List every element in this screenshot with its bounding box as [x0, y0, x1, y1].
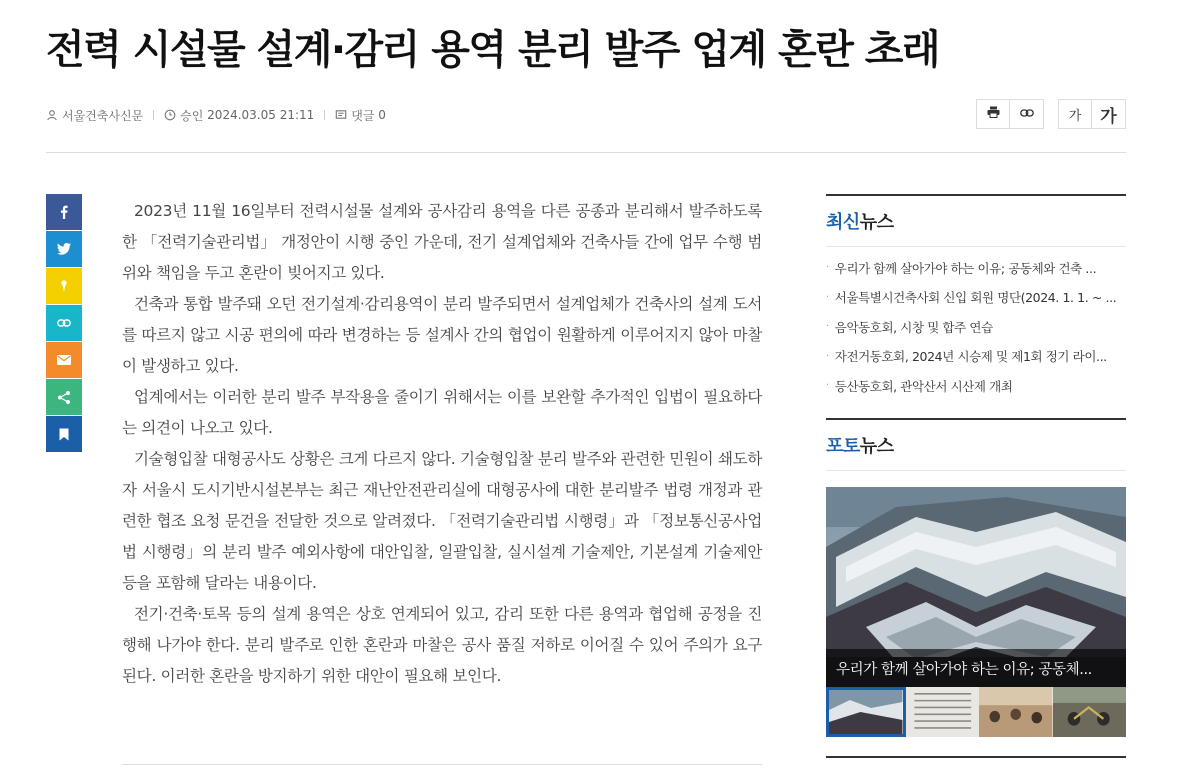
url-copy-share-button[interactable]	[46, 305, 82, 341]
kakaostory-share-button[interactable]	[46, 268, 82, 304]
article-utility-tools	[976, 99, 1044, 129]
latest-news-list	[826, 253, 1126, 401]
photo-news-caption: 우리가 함께 살아가야 하는 이유; 공동체...	[826, 649, 1126, 687]
share-bar	[46, 194, 82, 453]
photo-thumbnail[interactable]	[826, 687, 906, 737]
photo-news-thumbnails	[826, 687, 1126, 737]
facebook-icon	[60, 205, 68, 219]
photo-news-main-image[interactable]	[826, 487, 1126, 687]
latest-news-heading: 최신 뉴스	[826, 196, 1126, 247]
mail-icon	[57, 355, 71, 365]
article-paragraph: 업계에서는 이러한 분리 발주 부작용을 줄이기 위해서는 이를 보완할 추가적인 입법이 필요하다는 의견이 나오고 있다.	[122, 388, 762, 437]
comment-icon	[335, 109, 347, 121]
article-paragraph: 기술형입찰 대형공사도 상황은 크게 다르지 않다. 기술형입찰 분리 발주와 관련한 민원이 쇄도하자 서울시 도시기반시설본부는 최근 재난안전관리실에 대형공사에 대한 분리발주 법령 개정과 관련한 협조 요청 문건을 전달한 것으로 알려졌다. 「전력기술관리법 시행령」과 「정보통신공사업법 시행령」의 분리 발주 예외사항에 대안입찰, 일괄입찰, 실시설계 기술제안, 기본설계 기술제안 등을 포함해 달라는 내용이다.	[122, 450, 762, 592]
latest-news-section	[826, 194, 1126, 401]
latest-news-item[interactable]: · 음악동호회, 시창 및 합주 연습	[826, 319, 993, 335]
comments-count: 0	[378, 108, 386, 122]
photo-news-heading: 포토 뉴스	[826, 420, 1126, 471]
font-size-decrease-button[interactable]: 가	[1058, 99, 1092, 129]
approved-label: 승인	[180, 108, 204, 123]
latest-news-item[interactable]: · 자전거동호회, 2024년 시승제 및 제1회 정기 라이...	[826, 349, 1107, 365]
kakaostory-icon	[60, 280, 68, 292]
print-icon	[987, 106, 1000, 122]
meta-divider	[324, 110, 325, 120]
twitter-share-button[interactable]	[46, 231, 82, 267]
latest-news-item[interactable]: · 등산동호회, 관악산서 시산제 개최	[826, 378, 1013, 394]
article-paragraph: 전기·건축·토목 등의 설계 용역은 상호 연계되어 있고, 감리 또한 다른 용역과 협업해 공정을 진행해 나가야 한다. 분리 발주로 인한 혼란과 마찰은 공사 품질 저하로 이어질 수 있어 주의가 요구된다. 이러한 혼란을 방지하기 위한 대안이 필요해 보인다.	[122, 605, 762, 685]
photo-thumbnail[interactable]	[979, 687, 1053, 737]
photo-thumbnail[interactable]	[906, 687, 980, 737]
comments-label: 댓글	[351, 108, 375, 123]
user-icon	[46, 109, 58, 121]
photo-news-section	[826, 418, 1126, 737]
article-paragraph: 2023년 11월 16일부터 전력시설물 설계와 공사감리 용역을 다른 공종과 분리해서 발주하도록 한 「전력기술관리법」 개정안이 시행 중인 가운데, 전기 설계업체와 건축사들 간에 업무 수행 범위와 책임을 두고 혼란이 빚어지고 있다.	[122, 202, 762, 282]
meta-divider	[153, 110, 154, 120]
twitter-icon	[57, 243, 71, 255]
font-size-increase-button[interactable]: 가	[1092, 99, 1126, 129]
latest-news-item[interactable]: · 우리가 함께 살아가야 하는 이유; 공동체와 건축 ...	[826, 260, 1097, 276]
latest-news-item[interactable]: · 서울특별시건축사회 신입 회원 명단(2024. 1. 1. ~ ...	[826, 290, 1117, 306]
font-size-tools	[1058, 99, 1126, 129]
link-icon	[57, 318, 71, 328]
article-title: 전력 시설물 설계·감리 용역 분리 발주 업계 혼란 초래	[46, 27, 940, 73]
clock-icon	[164, 109, 176, 121]
next-sidebar-section	[826, 756, 1126, 778]
bookmark-button[interactable]	[46, 416, 82, 452]
article-paragraph: 건축과 통합 발주돼 오던 전기설계·감리용역이 분리 발주되면서 설계업체가 건축사의 설계 도서를 따르지 않고 시공 편의에 따라 변경하는 등 설계사 간의 협업이 원활하게 이루어지지 않아 마찰이 발생하고 있다.	[122, 295, 762, 375]
link-icon	[1020, 107, 1034, 122]
share-icon	[58, 391, 70, 404]
bookmark-icon	[59, 428, 69, 441]
facebook-share-button[interactable]	[46, 194, 82, 230]
author-name: 서울건축사신문	[62, 108, 144, 123]
photo-thumbnail[interactable]	[1053, 687, 1127, 737]
article-footer-divider	[122, 764, 762, 765]
header-divider	[46, 152, 1126, 153]
article-body	[122, 196, 762, 692]
email-share-button[interactable]	[46, 342, 82, 378]
print-button[interactable]	[976, 99, 1010, 129]
approved-date: 2024.03.05 21:11	[207, 108, 315, 122]
more-share-button[interactable]	[46, 379, 82, 415]
article-meta	[46, 106, 386, 124]
copy-link-button[interactable]	[1010, 99, 1044, 129]
